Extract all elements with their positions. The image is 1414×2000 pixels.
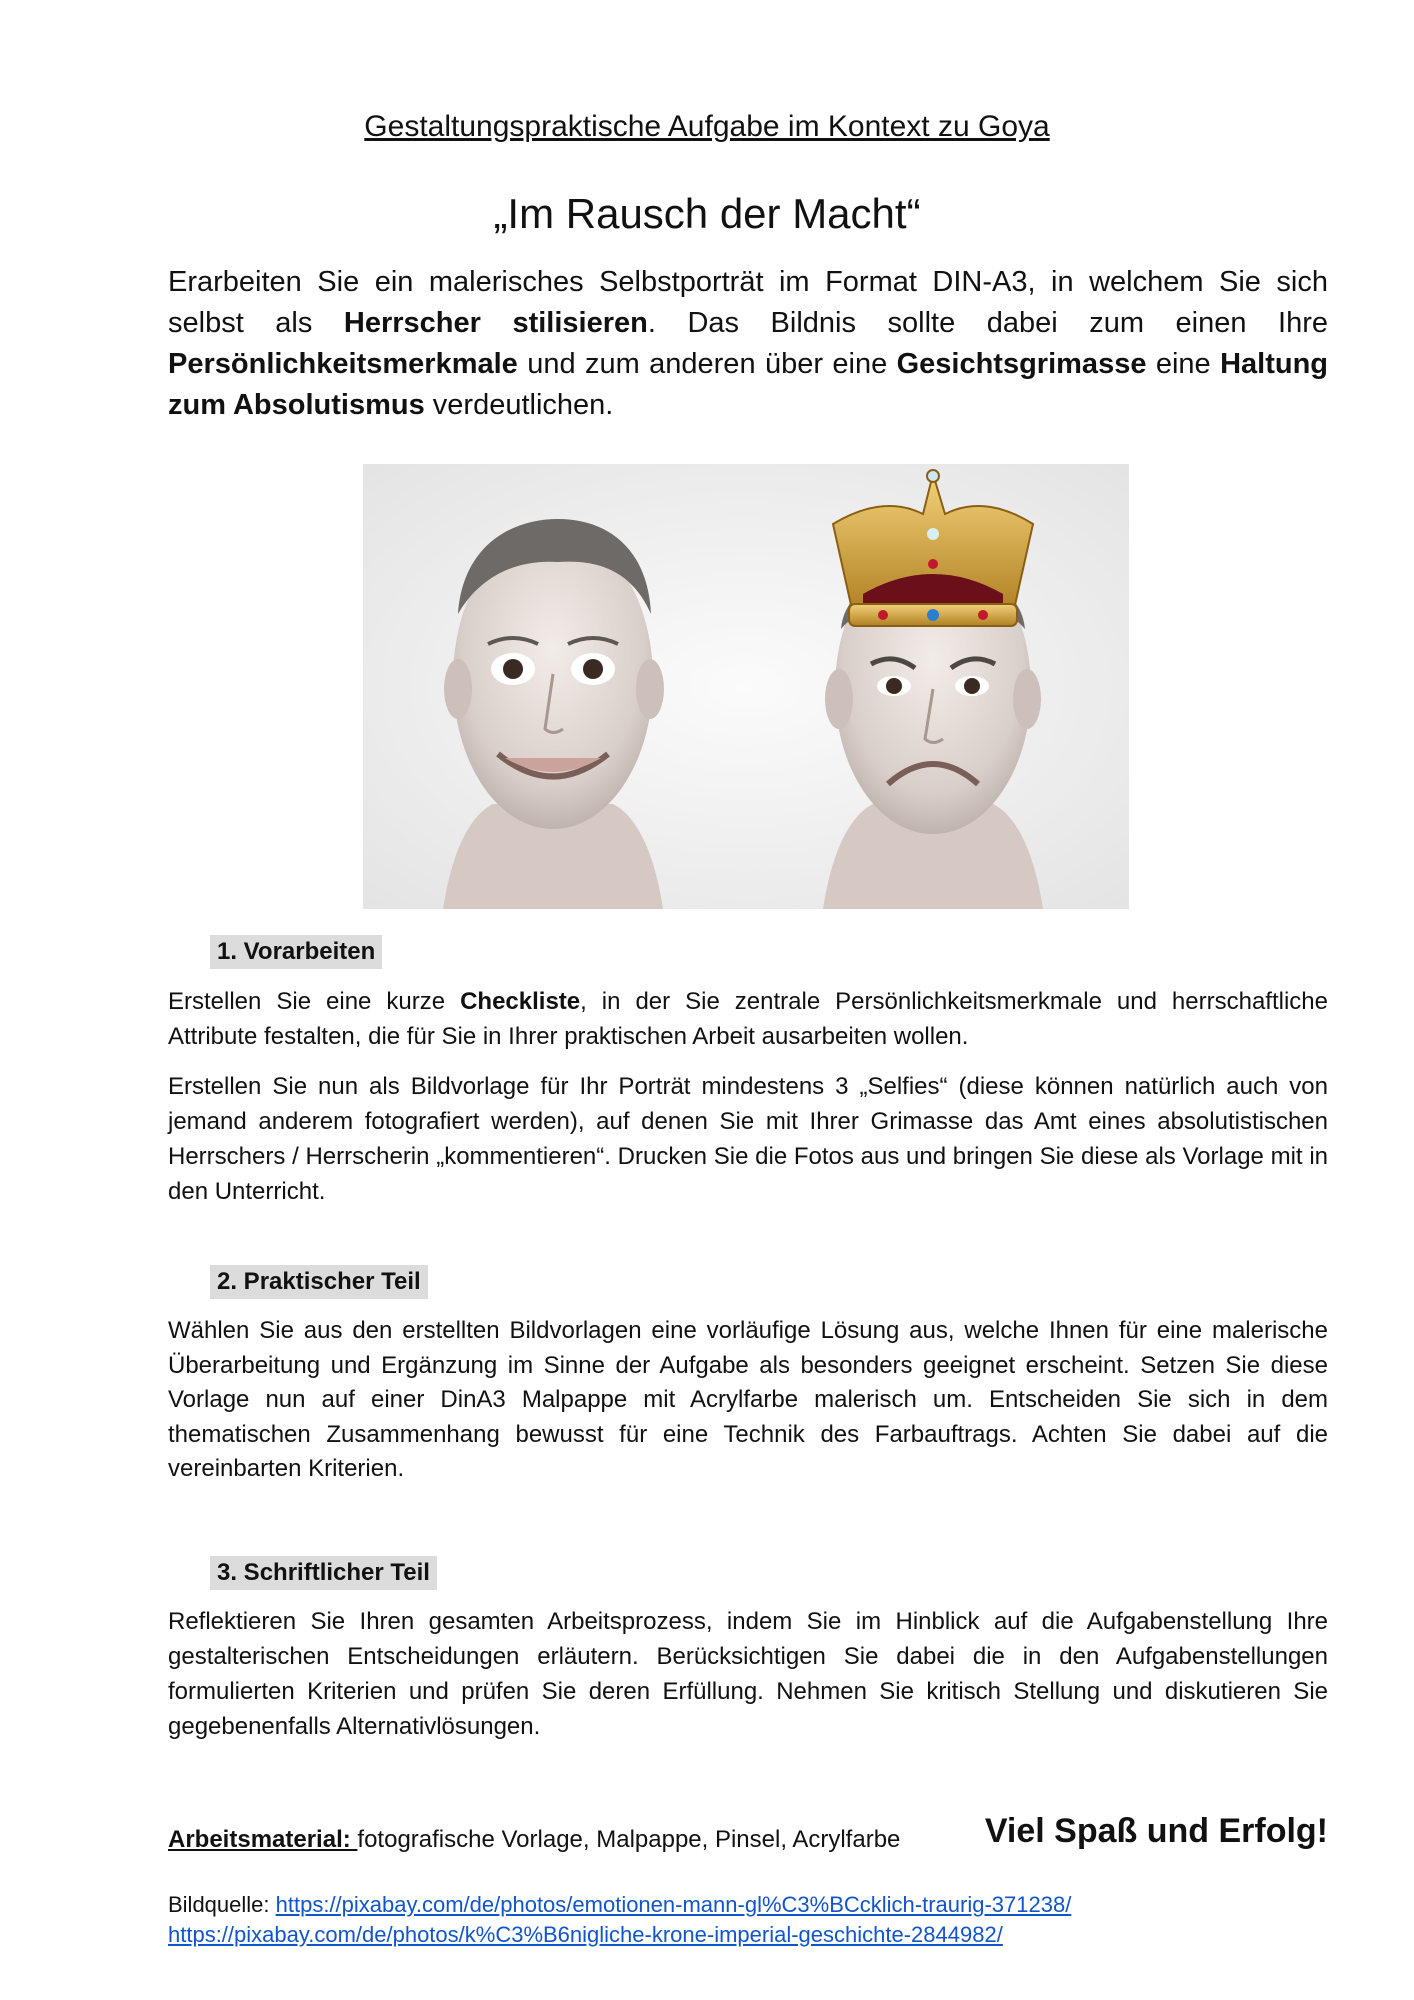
body-text: Erarbeiten Sie ein malerisches Selbstporträt im Format DIN-A3, in welchem Sie sich selbst als bbox=[168, 266, 1328, 339]
body-text: eine bbox=[1146, 348, 1221, 380]
source-label: Bildquelle: bbox=[168, 1892, 276, 1917]
body-text: und zum anderen über eine bbox=[517, 348, 897, 380]
section-1-paragraph-1 bbox=[168, 984, 1328, 1054]
section-3-paragraph bbox=[168, 1604, 1328, 1744]
emphasis-text: Checkliste bbox=[460, 988, 581, 1015]
portrait-photo bbox=[363, 464, 1129, 909]
source-link-2[interactable]: https://pixabay.com/de/photos/k%C3%B6nigliche-krone-imperial-geschichte-2844982/ bbox=[168, 1922, 1003, 1947]
intro-paragraph bbox=[168, 262, 1328, 426]
section-heading-schriftlicher-teil: 3. Schriftlicher Teil bbox=[210, 1556, 437, 1590]
material-text: fotografische Vorlage, Malpappe, Pinsel, Acrylfarbe bbox=[357, 1826, 901, 1853]
body-text: Erstellen Sie nun als Bildvorlage für Ihr Porträt mindestens 3 „Selfies“ (diese können natürlich auch von jemand anderem fotografiert werden), auf denen Sie mit Ihrer Grimasse das Amt eines absolutistischen Herrschers / Herrscherin „kommentieren“. Drucken Sie die Fotos aus und bringen Sie diese als Vorlage mit in den Unterricht. bbox=[168, 1073, 1328, 1205]
section-2-paragraph bbox=[168, 1314, 1328, 1487]
section-heading-praktischer-teil: 2. Praktischer Teil bbox=[210, 1265, 428, 1299]
document-subtitle: Gestaltungspraktische Aufgabe im Kontext zu Goya bbox=[364, 110, 1050, 143]
source-link-1[interactable]: https://pixabay.com/de/photos/emotionen-mann-gl%C3%BCcklich-traurig-371238/ bbox=[275, 1892, 1072, 1917]
image-source bbox=[168, 1890, 1071, 1950]
left-face bbox=[443, 519, 664, 909]
emphasis-text: Haltung zum Absolutismus bbox=[168, 348, 1328, 421]
emphasis-text: Persönlichkeitsmerkmale bbox=[168, 348, 518, 380]
body-text: Wählen Sie aus den erstellten Bildvorlagen eine vorläufige Lösung aus, welche Ihnen für eine malerische Überarbeitung und Ergänzung im Sinne der Aufgabe als besonders geeignet erscheint. Setzen Sie diese Vorlage nun auf einer DinA3 Malpappe mit Acrylfarbe malerisch um. Entscheiden Sie sich in dem thematischen Zusammenhang bewusst für eine Technik des Farbauftrags. Achten Sie dabei auf die vereinbarten Kriterien. bbox=[168, 1317, 1328, 1482]
emphasis-text: Herrscher stilisieren bbox=[343, 307, 648, 339]
body-text: Erstellen Sie eine kurze bbox=[168, 988, 461, 1015]
section-heading-vorarbeiten: 1. Vorarbeiten bbox=[210, 935, 382, 969]
closing-text: Viel Spaß und Erfolg! bbox=[984, 1812, 1328, 1850]
body-text: verdeutlichen. bbox=[424, 389, 614, 421]
material-label: Arbeitsmaterial: bbox=[168, 1826, 358, 1853]
body-text: . Das Bildnis sollte dabei zum einen Ihre bbox=[647, 307, 1328, 339]
body-text: Reflektieren Sie Ihren gesamten Arbeitsprozess, indem Sie im Hinblick auf die Aufgabenstellung Ihre gestalterischen Entscheidungen erläutern. Berücksichtigen Sie dabei die in den Aufgabenstellungen formulierten Kriterien und prüfen Sie deren Erfüllung. Nehmen Sie kritisch Stellung und diskutieren Sie gegebenenfalls Alternativlösungen. bbox=[168, 1608, 1328, 1740]
emphasis-text: Gesichtsgrimasse bbox=[896, 348, 1147, 380]
document-title: „Im Rausch der Macht“ bbox=[493, 190, 921, 237]
body-text: , in der Sie zentrale Persönlichkeitsmerkmale und herrschaftliche Attribute festalten, die für Sie in Ihrer praktischen Arbeit ausarbeiten wollen. bbox=[168, 988, 1329, 1050]
material-line bbox=[168, 1826, 900, 1854]
section-1-paragraph-2 bbox=[168, 1069, 1328, 1209]
